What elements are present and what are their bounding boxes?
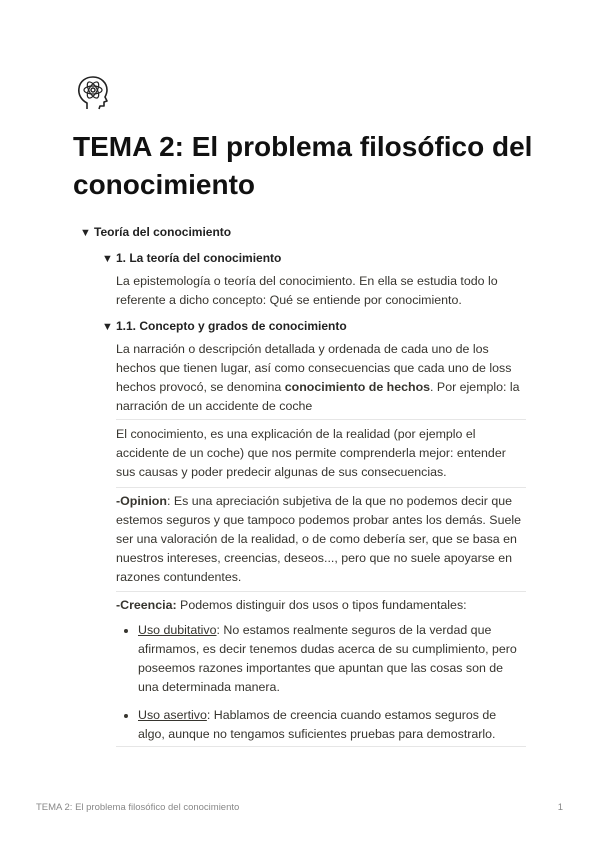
bullet-list: [116, 621, 526, 744]
toggle-teoria-conocimiento[interactable]: [80, 225, 231, 239]
paragraph-epistemologia: La epistemología o teoría del conocimiento. En ella se estudia todo lo referente a dicho concepto: Qué se entiende por conocimiento.: [116, 274, 498, 307]
page-footer: [36, 802, 563, 813]
divider: [116, 591, 526, 592]
toggle-concepto-grados[interactable]: [102, 319, 347, 333]
paragraph-conocimiento: El conocimiento, es una explicación de la realidad (por ejemplo el accidente de un coche) que nos permite comprenderla mejor: entender sus causas y poder predecir algunas de sus consecuencias.: [116, 427, 506, 479]
list-item: [116, 706, 526, 744]
triangle-down-icon: ▼: [102, 253, 113, 265]
bold-term: -Opinion: [116, 494, 167, 508]
toggle-label: Teoría del conocimiento: [94, 225, 232, 239]
page-number: 1: [557, 802, 563, 813]
text-segment: : Hablamos de creencia cuando estamos seguros de algo, aunque no tengamos suficientes pruebas para demostrarlo.: [138, 708, 497, 741]
list-item: [116, 621, 526, 697]
page-title: TEMA 2: El problema filosófico del conocimiento: [73, 131, 533, 200]
footer-title: TEMA 2: El problema filosófico del conocimiento: [36, 802, 240, 813]
text-segment: . Por ejemplo: la narración de un accidente de coche: [116, 380, 520, 413]
toggle-la-teoria[interactable]: [102, 251, 281, 265]
text-segment: : Es una apreciación subjetiva de la que no podemos decir que estemos seguros y que tampoco podemos probar antes los demás. Suele ser una valoración de la realidad, o de como debería ser, que se basa en nuestros intereses, creencias, deseos..., pero que no suele apoyarse en razones contundentes.: [116, 494, 521, 584]
triangle-down-icon: ▼: [80, 227, 91, 239]
underlined-term: Uso dubitativo: [138, 623, 217, 637]
paragraph-narracion: [116, 340, 526, 416]
toggle-label: 1.1. Concepto y grados de conocimiento: [116, 319, 347, 333]
divider: [116, 487, 526, 488]
toggle-label: 1. La teoría del conocimiento: [116, 251, 282, 265]
paragraph-creencia: [116, 596, 526, 615]
bold-term: conocimiento de hechos: [284, 380, 431, 394]
triangle-down-icon: ▼: [102, 321, 113, 333]
text-segment: La narración o descripción detallada y ordenada de cada uno de los hechos que tienen lugar, así como consecuencias que cada uno de loss hechos provocó, se denomina: [116, 342, 512, 394]
divider: [116, 746, 526, 747]
underlined-term: Uso asertivo: [138, 708, 207, 722]
paragraph-opinion: [116, 492, 526, 587]
brain-head-icon: [73, 73, 113, 113]
text-segment: Podemos distinguir dos usos o tipos fundamentales:: [176, 598, 467, 612]
bold-term: -Creencia:: [116, 598, 177, 612]
text-segment: : No estamos realmente seguros de la verdad que afirmamos, es decir tenemos dudas acerca de su cumplimiento, pero poseemos razones importantes que apuntan que las cosas son de una determinada manera.: [138, 623, 517, 694]
divider: [116, 419, 526, 420]
